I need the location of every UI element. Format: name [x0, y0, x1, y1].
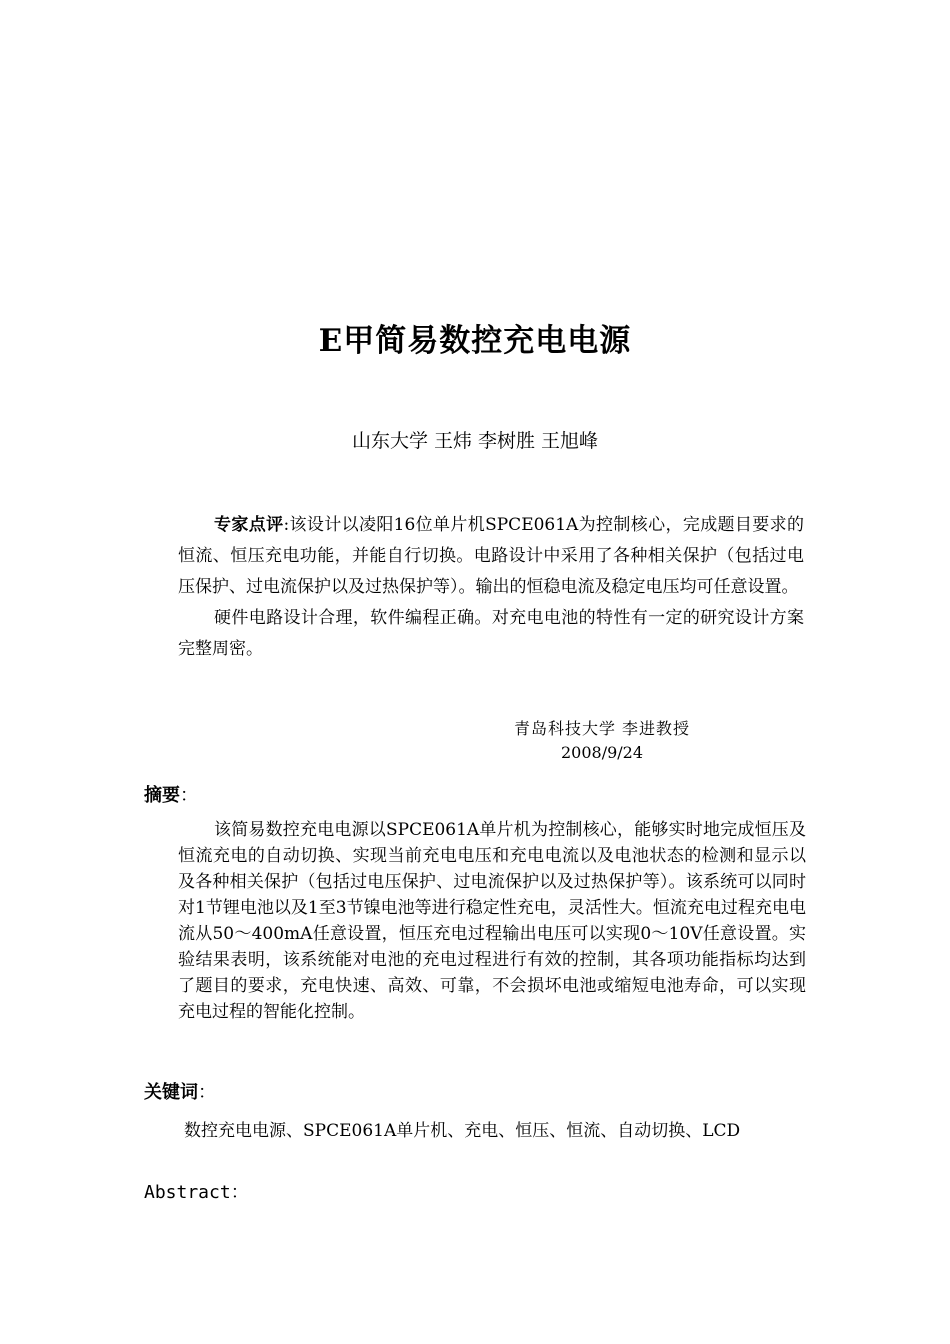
- keywords-list: 数控充电电源、SPCE061A单片机、充电、恒压、恒流、自动切换、LCD: [184, 1121, 741, 1141]
- expert-review-text-1: :该设计以凌阳16位单片机SPCE061A为控制核心，完成题目要求的恒流、恒压充电功能，并能自行切换。电路设计中采用了各种相关保护（包括过电压保护、过电流保护以及过热保护等）。输出的恒稳电流及稳定电压均可任意设置。: [178, 515, 804, 597]
- abstract-body: [178, 817, 806, 1025]
- keywords-heading-text: 关键词: [144, 1082, 198, 1103]
- keywords-heading: [144, 1078, 216, 1104]
- keywords-heading-colon: ：: [198, 1082, 216, 1103]
- expert-review-paragraph-2: 硬件电路设计合理，软件编程正确。对充电电池的特性有一定的研究设计方案完整周密。: [178, 608, 804, 659]
- reviewer-signature: [490, 717, 714, 765]
- author-line: 山东大学 王炜 李树胜 王旭峰: [351, 430, 599, 452]
- expert-review-paragraph-1: [178, 510, 804, 603]
- abstract-heading-colon: ：: [180, 785, 198, 806]
- english-abstract-heading: Abstract：: [144, 1182, 249, 1203]
- document-title: E甲简易数控充电电源: [318, 323, 632, 359]
- abstract-heading-text: 摘要: [144, 785, 180, 806]
- expert-review: [178, 510, 804, 665]
- abstract-heading: [144, 781, 198, 807]
- review-date: 2008/9/24: [560, 743, 644, 762]
- abstract-paragraph: 该简易数控充电电源以SPCE061A单片机为控制核心，能够实时地完成恒压及恒流充电的自动切换、实现当前充电电压和充电电流以及电池状态的检测和显示以及各种相关保护（包括过电压保护、过电流保护以及过热保护等）。该系统可以同时对1节锂电池以及1至3节镍电池等进行稳定性充电，灵活性大。恒流充电过程充电电流从50～400mA任意设置，恒压充电过程输出电压可以实现0～10V任意设置。实验结果表明，该系统能对电池的充电过程进行有效的控制，其各项功能指标均达到了题目的要求，充电快速、高效、可靠，不会损坏电池或缩短电池寿命，可以实现充电过程的智能化控制。: [178, 820, 806, 1022]
- expert-review-label: 专家点评: [214, 515, 284, 535]
- reviewer-name: 青岛科技大学 李进教授: [513, 719, 691, 738]
